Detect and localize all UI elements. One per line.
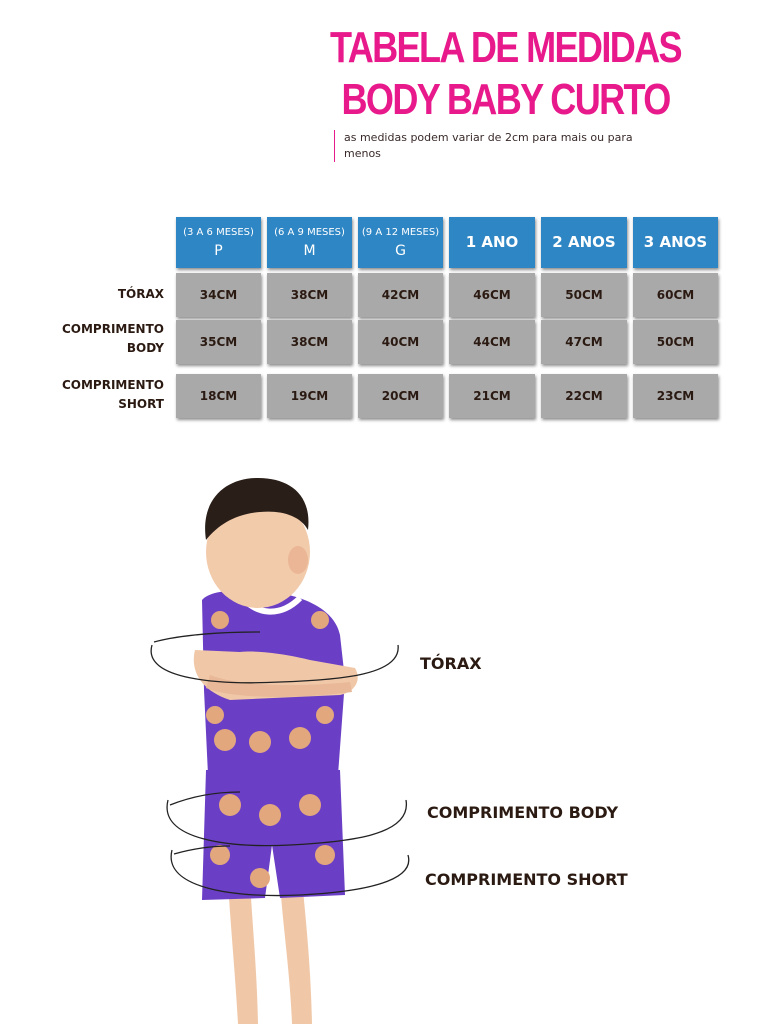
table-cell: 21CM	[449, 374, 535, 418]
table-cell: 46CM	[449, 273, 535, 317]
header-1-ano	[449, 217, 535, 268]
header-3-anos	[633, 217, 718, 268]
size-variation-note: as medidas podem variar de 2cm para mais ou para menos	[334, 130, 634, 162]
row-label-comprimento-body	[62, 320, 164, 358]
table-cell: 18CM	[176, 374, 261, 418]
table-cell: 40CM	[358, 320, 443, 364]
table-cell: 50CM	[541, 273, 627, 317]
table-cell: 38CM	[267, 320, 352, 364]
table-cell: 35CM	[176, 320, 261, 364]
header-2-anos	[541, 217, 627, 268]
table-cell: 23CM	[633, 374, 718, 418]
table-cell: 22CM	[541, 374, 627, 418]
header-age-range: (6 A 9 MESES)	[274, 227, 345, 238]
row-label-line: SHORT	[118, 397, 164, 411]
row-label-comprimento-short	[62, 376, 164, 414]
table-cell: 42CM	[358, 273, 443, 317]
title-line-2: BODY BABY CURTO	[341, 75, 670, 124]
table-cell: 44CM	[449, 320, 535, 364]
header-size: P	[214, 243, 223, 259]
header-age-range: (9 A 12 MESES)	[361, 227, 440, 238]
header-size: M	[303, 243, 316, 259]
table-cell: 47CM	[541, 320, 627, 364]
row-label-line: BODY	[126, 341, 164, 355]
header-g	[358, 217, 443, 268]
row-label-torax: TÓRAX	[117, 287, 164, 301]
label-comprimento-short: COMPRIMENTO SHORT	[425, 870, 628, 889]
table-cell: 50CM	[633, 320, 718, 364]
label-torax: TÓRAX	[420, 654, 482, 673]
page-title	[330, 22, 683, 126]
child-model-illustration	[140, 470, 430, 1024]
table-cell: 38CM	[267, 273, 352, 317]
header-size: 3 ANOS	[643, 233, 708, 251]
header-size: 2 ANOS	[552, 233, 616, 251]
row-label-line: COMPRIMENTO	[61, 322, 164, 336]
label-comprimento-body: COMPRIMENTO BODY	[427, 803, 619, 822]
header-p	[176, 217, 261, 268]
row-label-line: COMPRIMENTO	[61, 378, 164, 392]
table-cell: 19CM	[267, 374, 352, 418]
table-cell: 20CM	[358, 374, 443, 418]
table-cell: 34CM	[176, 273, 261, 317]
header-size: 1 ANO	[465, 233, 519, 251]
table-cell: 60CM	[633, 273, 718, 317]
title-line-1: TABELA DE MEDIDAS	[330, 23, 681, 72]
header-size: G	[395, 243, 406, 259]
header-age-range: (3 A 6 MESES)	[183, 227, 254, 238]
header-m	[267, 217, 352, 268]
